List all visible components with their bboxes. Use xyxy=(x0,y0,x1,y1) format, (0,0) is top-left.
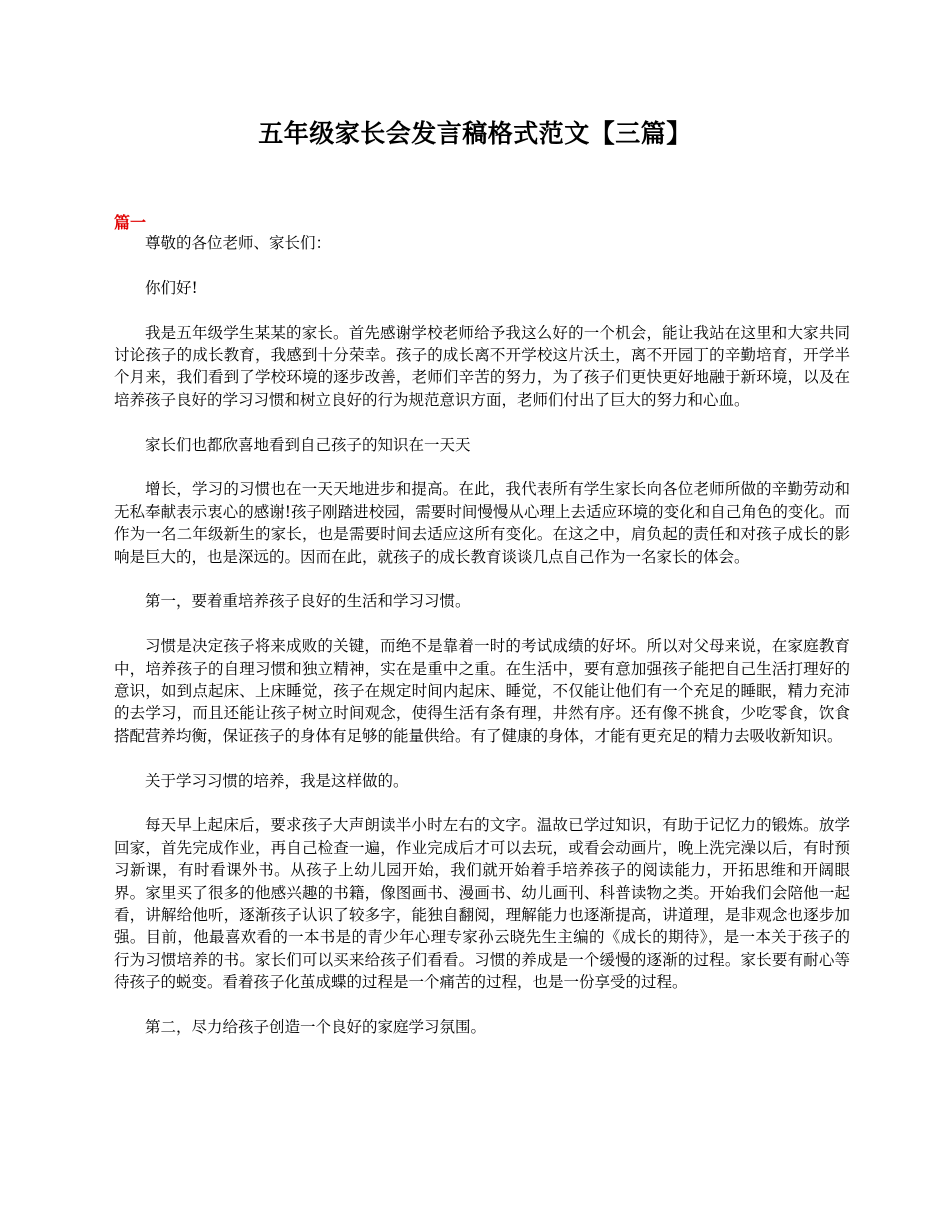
paragraph: 每天早上起床后，要求孩子大声朗读半小时左右的文字。温故已学过知识，有助于记忆力的锻炼。放学回家，首先完成作业，再自己检查一遍，作业完成后才可以去玩，或看会动画片，晚上洗完澡以后，有时预习新课，有时看课外书。从孩子上幼儿园开始，我们就开始着手培养孩子的阅读能力，开拓思维和开阔眼界。家里买了很多的他感兴趣的书籍，像图画书、漫画书、幼儿画刊、科普读物之类。开始我们会陪他一起看，讲解给他听，逐渐孩子认识了较多字，能独自翻阅，理解能力也逐渐提高，讲道理，是非观念也逐步加强。目前，他最喜欢看的一本书是的青少年心理专家孙云晓先生主编的《成长的期待》，是一本关于孩子的行为习惯培养的书。家长们可以买来给孩子们看看。习惯的养成是一个缓慢的逐渐的过程。家长要有耐心等待孩子的蜕变。看着孩子化茧成蝶的过程是一个痛苦的过程，也是一份享受的过程。 xyxy=(114,816,850,992)
section-label: 篇一 xyxy=(114,213,147,232)
paragraph: 习惯是决定孩子将来成败的关键，而绝不是靠着一时的考试成绩的好坏。所以对父母来说，在家庭教育中，培养孩子的自理习惯和独立精神，实在是重中之重。在生活中，要有意加强孩子能把自己生活打理好的意识，如到点起床、上床睡觉，孩子在规定时间内起床、睡觉，不仅能让他们有一个充足的睡眠，精力充沛的去学习，而且还能让孩子树立时间观念，使得生活有条有理，井然有序。还有像不挑食，少吃零食，饮食搭配营养均衡，保证孩子的身体有足够的能量供给。有了健康的身体，才能有更充足的精力去吸收新知识。 xyxy=(114,637,850,745)
paragraph: 增长，学习的习惯也在一天天地进步和提高。在此，我代表所有学生家长向各位老师所做的辛勤劳动和无私奉献表示衷心的感谢!孩子刚踏进校园，需要时间慢慢从心理上去适应环境的变化和自己角色的变化。而作为一名二年级新生的家长，也是需要时间去适应这所有变化。在这之中，肩负起的责任和对孩子成长的影响是巨大的，也是深远的。因而在此，就孩子的成长教育谈谈几点自己作为一名家长的体会。 xyxy=(114,480,850,566)
document-body xyxy=(114,232,850,1061)
paragraph: 你们好! xyxy=(145,278,198,297)
paragraph: 关于学习习惯的培养，我是这样做的。 xyxy=(145,771,409,790)
paragraph: 第一，要着重培养孩子良好的生活和学习习惯。 xyxy=(145,592,471,611)
page-title: 五年级家长会发言稿格式范文【三篇】 xyxy=(258,119,692,148)
paragraph: 我是五年级学生某某的家长。首先感谢学校老师给予我这么好的一个机会，能让我站在这里和大家共同讨论孩子的成长教育，我感到十分荣幸。孩子的成长离不开学校这片沃土，离不开园丁的辛勤培育，开学半个月来，我们看到了学校环境的逐步改善，老师们辛苦的努力，为了孩子们更快更好地融于新环境，以及在培养孩子良好的学习习惯和树立良好的行为规范意识方面，老师们付出了巨大的努力和心血。 xyxy=(114,323,850,409)
paragraph: 第二，尽力给孩子创造一个良好的家庭学习氛围。 xyxy=(145,1018,487,1037)
paragraph: 尊敬的各位老师、家长们： xyxy=(145,234,332,252)
paragraph: 家长们也都欣喜地看到自己孩子的知识在一天天 xyxy=(145,435,471,454)
